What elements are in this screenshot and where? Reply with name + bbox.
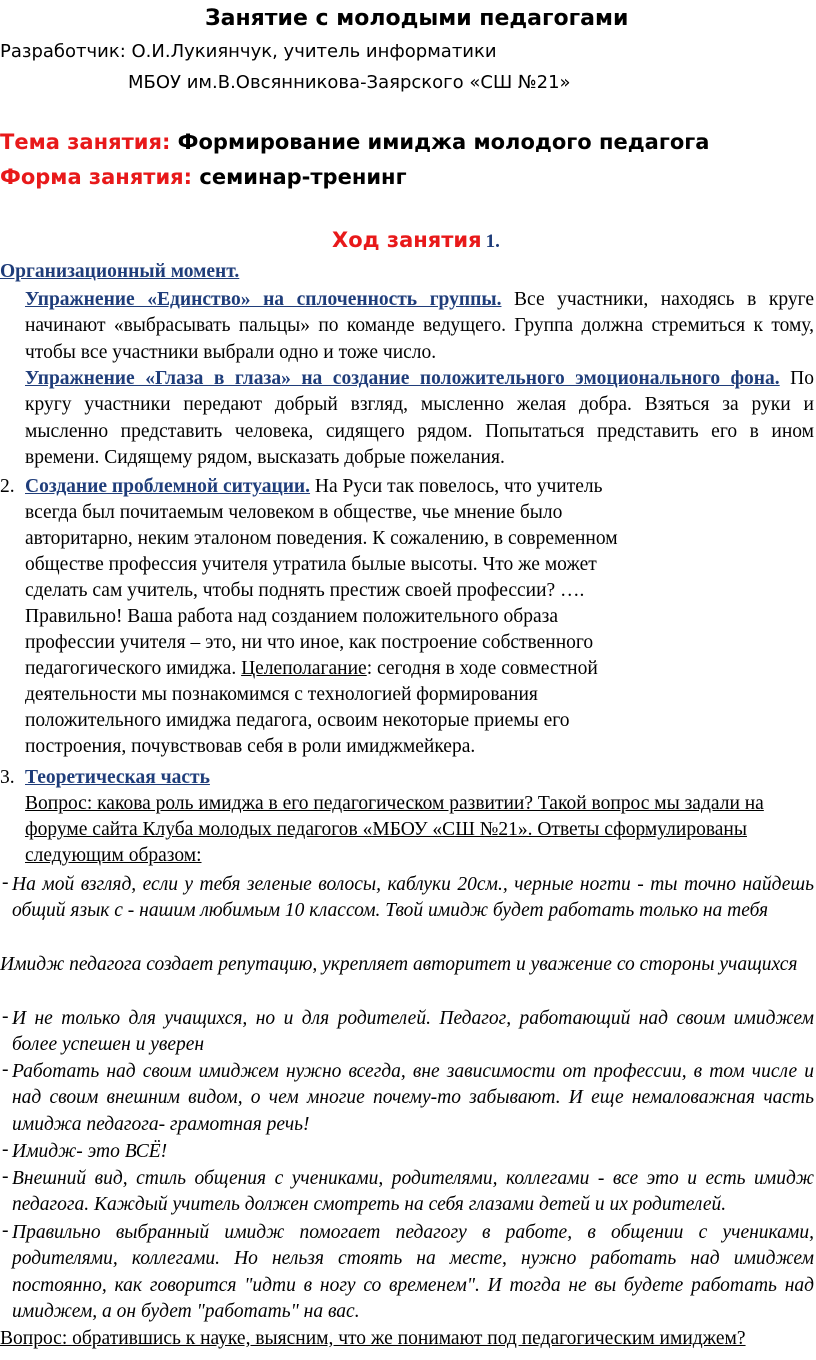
answer-6: Внешний вид, стиль общения с учениками, родителями, коллегами - все это и есть имидж педагога. Каждый учитель должен смотреть на себя глазами детей и их родителей. — [12, 1168, 814, 1216]
answer-4-dash: - — [2, 1059, 9, 1080]
section3-number: 3. — [0, 767, 15, 788]
answer-6-dash: - — [2, 1166, 9, 1187]
answer-1-dash: - — [2, 872, 9, 893]
section2-line-5: сделать сам учитель, чтобы поднять престиж своей профессии? …. — [25, 580, 585, 601]
answer-5-dash: - — [2, 1139, 9, 1160]
document-title: Занятие с молодыми педагогами — [205, 6, 629, 31]
answer-7-dash: - — [2, 1220, 9, 1241]
course-number: 1. — [485, 231, 500, 252]
section2-line-10: положительного имиджа педагога, освоим некоторые приемы его — [25, 710, 570, 731]
answer-5: Имидж- это ВСЁ! — [12, 1141, 168, 1162]
answer-7: Правильно выбранный имидж помогает педагогу в работе, в общении с учениками, родителями, коллегами. Но нельзя стоять на месте, нужно работать над имиджем постоянно, как говорится "идти в ногу со временем". И тогда не вы будете работать над имиджем, а он будет "работать" на вас. — [12, 1222, 814, 1322]
answer-3-dash: - — [2, 1006, 9, 1027]
section3-question-line-3: следующим образом: — [25, 845, 202, 866]
exercise-1-text: Все участники, находясь в круге начинают «выбрасывать пальцы» по команде ведущего. Группа должна стремиться к тому, чтобы все участники выбрали одно и тоже число. — [25, 289, 814, 363]
exercise-1-title: Упражнение «Единство» на сплоченность группы. — [25, 289, 502, 310]
section3-question-line-2: форуме сайта Клуба молодых педагогов «МБОУ «СШ №21». Ответы сформулированы — [25, 819, 747, 840]
course-heading-line — [332, 228, 500, 253]
goal-setting-term: Целеполагание — [241, 658, 367, 679]
course-heading: Ход занятия — [332, 228, 482, 252]
answer-3: И не только для учащихся, но и для родителей. Педагог, работающий над своим имиджем более успешен и уверен — [12, 1008, 814, 1056]
section2-line-11: построения, почувствовав себя в роли имиджмейкера. — [25, 736, 476, 757]
answer-1: На мой взгляд, если у тебя зеленые волосы, каблуки 20см., черные ногти - ты точно найдешь общий язык с - нашим любимым 10 классом. Твой имидж будет работать только на тебя — [12, 874, 814, 922]
final-question: Вопрос: обратившись к науке, выясним, что же понимают под педагогическим имиджем? — [0, 1328, 746, 1349]
section2-line-2: всегда был почитаемым человеком в обществе, чье мнение было — [25, 502, 563, 523]
answer-4: Работать над своим имиджем нужно всегда, вне зависимости от профессии, в том числе и над своим внешним видом, о чем многие почему-то забывают. И еще немаловажная часть имиджа педагога- грамотная речь! — [12, 1061, 814, 1135]
exercise-2-title: Упражнение «Глаза в глаза» на создание положительного эмоционального фона. — [25, 368, 780, 389]
section2-line-9: деятельности мы познакомимся с технологией формирования — [25, 684, 538, 705]
topic-value: Формирование имиджа молодого педагога — [177, 130, 710, 154]
exercise-2 — [25, 366, 814, 471]
section2-number: 2. — [0, 476, 15, 497]
form-line — [0, 165, 407, 189]
section1-title: Организационный момент. — [0, 261, 240, 282]
section2-line-7: профессии учителя – это, ни что иное, как построение собственного — [25, 632, 594, 653]
section3-title: Теоретическая часть — [25, 767, 210, 788]
section2-line-8: педагогического имиджа. Целеполагание: сегодня в ходе совместной — [25, 658, 598, 679]
section3-question-line-1: Вопрос: какова роль имиджа в его педагогическом развитии? Такой вопрос мы задали на — [25, 793, 764, 814]
section2-title: Создание проблемной ситуации. — [25, 476, 311, 497]
exercise-1 — [25, 287, 814, 366]
author-line: Разработчик: О.И.Лукиянчук, учитель информатики — [0, 41, 497, 62]
form-label: Форма занятия: — [0, 165, 193, 189]
section2-line-4: обществе профессия учителя утратила былые высоты. Что же может — [25, 554, 597, 575]
exercise-2-text: По кругу участники передают добрый взгляд, мысленно желая добра. Взяться за руки и мысленно представить человека, сидящего рядом. Попытаться представить его в ином времени. Сидящему рядом, высказать добрые пожелания. — [25, 368, 814, 468]
section2-line-6: Правильно! Ваша работа над созданием положительного образа — [25, 606, 558, 627]
topic-line — [0, 130, 709, 154]
section2-line-3: авторитарно, неким эталоном поведения. К сожалению, в современном — [25, 528, 618, 549]
answer-2: Имидж педагога создает репутацию, укрепляет авторитет и уважение со стороны учащихся — [0, 954, 798, 975]
form-value: семинар-тренинг — [199, 165, 407, 189]
section2-line-1: Создание проблемной ситуации. На Руси так повелось, что учитель — [25, 476, 603, 497]
topic-label: Тема занятия: — [0, 130, 171, 154]
school-line: МБОУ им.В.Овсянникова-Заярского «СШ №21» — [128, 72, 571, 93]
